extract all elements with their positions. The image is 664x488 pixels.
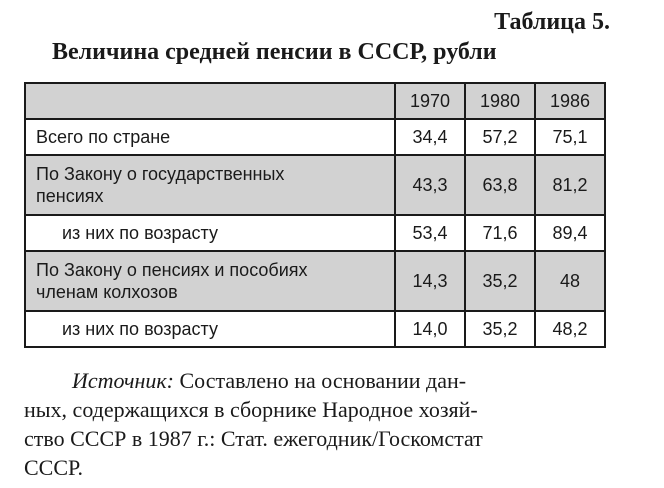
column-header-1980: 1980 [465,83,535,119]
row-label-line: По Закону о государственных [36,164,285,184]
cell-value: 63,8 [465,155,535,215]
source-note [24,366,620,482]
cell-value: 35,2 [465,251,535,311]
source-line: СССР. [24,455,84,480]
row-label-line: пенсиях [36,186,104,206]
table-row [25,155,605,215]
pension-table [24,82,606,348]
header-corner-cell [25,83,395,119]
table-number: Таблица 5. [494,9,610,35]
source-line [24,366,620,395]
cell-value: 75,1 [535,119,605,155]
row-label: Всего по стране [25,119,395,155]
row-label-line: По Закону о пенсиях и пособиях [36,260,308,280]
cell-value: 35,2 [465,311,535,347]
source-text: Составлено на основании дан- [174,368,467,393]
source-line: ных, содержащихся в сборнике Народное хозяй- [24,397,478,422]
row-label-line: членам колхозов [36,282,178,302]
cell-value: 48 [535,251,605,311]
row-label [25,155,395,215]
source-label: Источник: [72,368,174,393]
source-line: ство СССР в 1987 г.: Стат. ежегодник/Госкомстат [24,426,483,451]
cell-value: 71,6 [465,215,535,251]
cell-value: 48,2 [535,311,605,347]
row-label [25,251,395,311]
table-header-row [25,83,605,119]
column-header-1986: 1986 [535,83,605,119]
table-row [25,311,605,347]
cell-value: 34,4 [395,119,465,155]
cell-value: 81,2 [535,155,605,215]
row-label: из них по возрасту [25,215,395,251]
cell-value: 14,3 [395,251,465,311]
column-header-1970: 1970 [395,83,465,119]
cell-value: 57,2 [465,119,535,155]
table-row [25,215,605,251]
table-title: Величина средней пенсии в СССР, рубли [52,39,497,65]
row-label: из них по возрасту [25,311,395,347]
table-row [25,119,605,155]
cell-value: 53,4 [395,215,465,251]
cell-value: 89,4 [535,215,605,251]
cell-value: 14,0 [395,311,465,347]
cell-value: 43,3 [395,155,465,215]
table-row [25,251,605,311]
